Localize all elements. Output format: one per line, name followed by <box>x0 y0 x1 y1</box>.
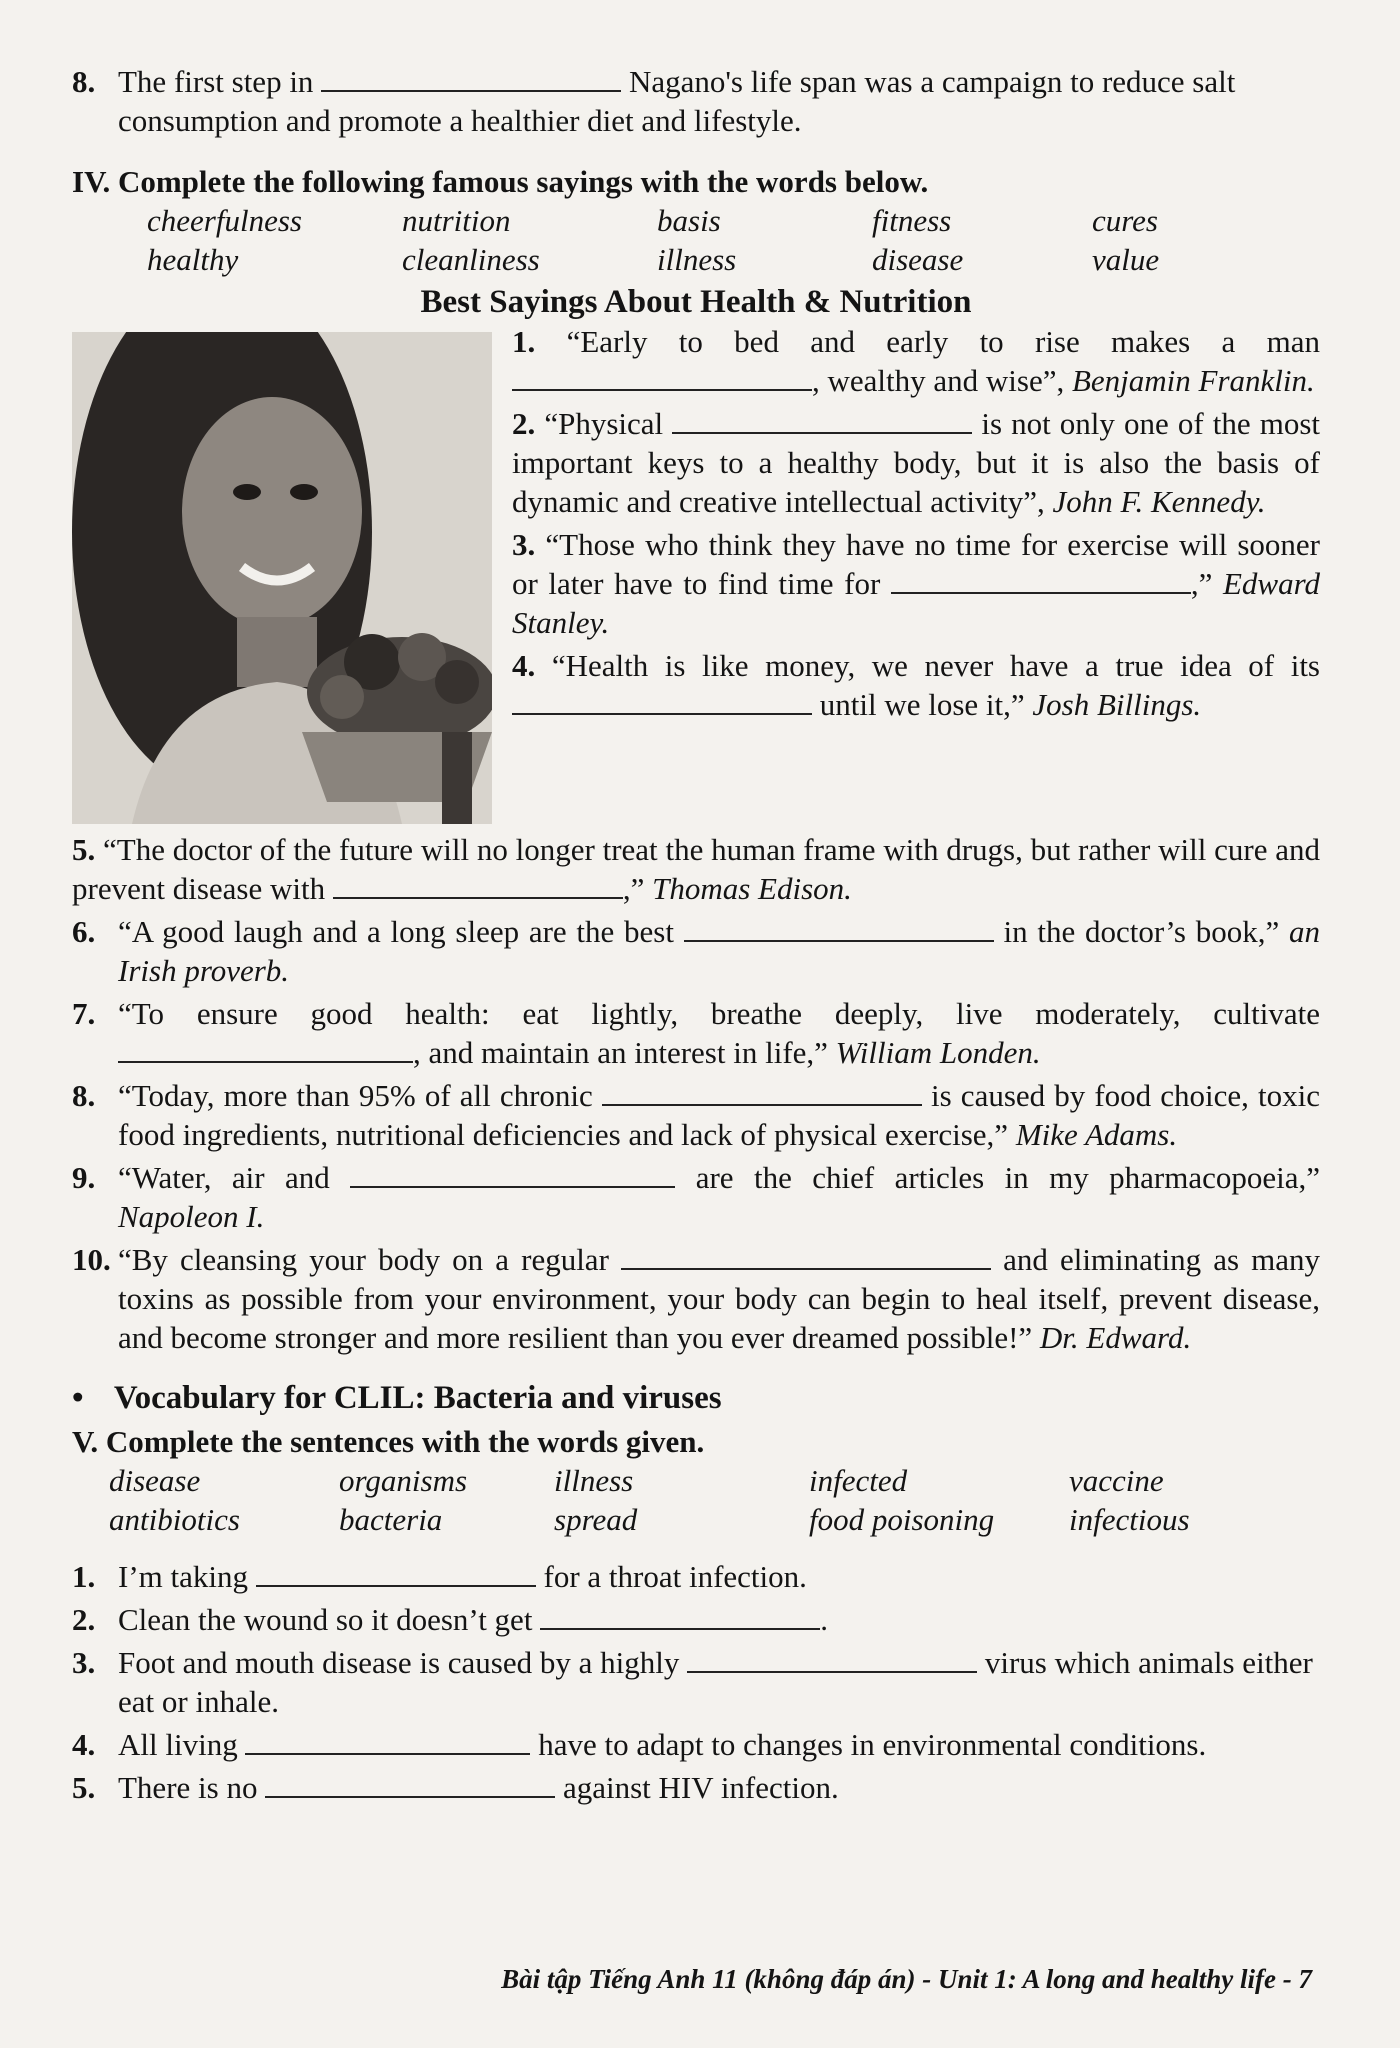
quote-item: 6. “A good laugh and a long sleep are the best in the doctor’s book,” an Irish proverb. <box>72 914 1321 988</box>
photo-illustration-icon <box>72 332 492 824</box>
word-bank-item: spread <box>554 1502 638 1537</box>
exercise-item: 5. There is no against HIV infection. <box>72 1770 839 1805</box>
answer-blank[interactable] <box>891 564 1191 594</box>
exercise-item: 3. Foot and mouth disease is caused by a highly virus which animals either eat or inhale. <box>72 1645 1313 1719</box>
quote-item: 8. “Today, more than 95% of all chronic is caused by food choice, toxic food ingredients, nutritional deficiencies and lack of physical exercise,” Mike Adams. <box>72 1078 1321 1152</box>
question-number: 8. <box>72 64 96 99</box>
word-bank-item: food poisoning <box>809 1502 995 1537</box>
woman-with-fruit-photo <box>72 332 492 824</box>
answer-blank[interactable] <box>118 1033 413 1063</box>
answer-blank[interactable] <box>333 869 623 899</box>
section-v-title: V. Complete the sentences with the words given. <box>72 1424 705 1459</box>
word-bank-item: cheerfulness <box>147 203 302 238</box>
word-bank-item: organisms <box>339 1463 468 1498</box>
answer-blank[interactable] <box>540 1600 820 1630</box>
page-footer: Bài tập Tiếng Anh 11 (không đáp án) - Unit 1: A long and healthy life - 7 <box>501 1964 1312 1994</box>
quote-item: 7. “To ensure good health: eat lightly, breathe deeply, live moderately, cultivate , and maintain an interest in life,” William Londen. <box>72 996 1320 1070</box>
quote-item: 4. “Health is like money, we never have a true idea of its until we lose it,” Josh Billings. <box>512 648 1320 722</box>
answer-blank[interactable] <box>512 685 812 715</box>
answer-blank[interactable] <box>621 1240 991 1270</box>
quote-item: 1. “Early to bed and early to rise makes a man , wealthy and wise”, Benjamin Franklin. <box>512 324 1320 398</box>
word-bank-item: disease <box>109 1463 201 1498</box>
answer-blank[interactable] <box>512 361 812 391</box>
word-bank-item: infected <box>809 1463 908 1498</box>
quote-item: 2. “Physical is not only one of the most important keys to a healthy body, but it is also the basis of dynamic and creative intellectual activity”, John F. Kennedy. <box>512 406 1321 519</box>
answer-blank[interactable] <box>687 1643 977 1673</box>
exercise-item: 1. I’m taking for a throat infection. <box>72 1559 807 1594</box>
exercise-item: 2. Clean the wound so it doesn’t get . <box>72 1602 828 1637</box>
section-iv-title: IV. Complete the following famous sayings with the words below. <box>72 164 929 199</box>
prev-question-8 <box>72 62 1320 140</box>
word-bank-item: vaccine <box>1069 1463 1164 1498</box>
answer-blank[interactable] <box>265 1768 555 1798</box>
word-bank-item: cures <box>1092 203 1158 238</box>
question-text: The first step in Nagano's life span was a campaign to reduce salt consumption and promote a healthier diet and lifestyle. <box>118 64 1236 138</box>
word-bank-item: illness <box>554 1463 634 1498</box>
quote-item: 9. “Water, air and are the chief articles in my pharmacopoeia,” Napoleon I. <box>72 1160 1320 1234</box>
answer-blank[interactable] <box>602 1076 922 1106</box>
exercise-item: 4. All living have to adapt to changes in environmental conditions. <box>72 1727 1207 1762</box>
answer-blank[interactable] <box>321 62 621 92</box>
quote-item: 3. “Those who think they have no time for exercise will sooner or later have to find time for ,” Edward Stanley. <box>512 527 1321 640</box>
sayings-subtitle: Best Sayings About Health & Nutrition <box>420 284 972 320</box>
quotes-block <box>72 322 1320 1357</box>
word-bank-item: cleanliness <box>402 242 540 277</box>
word-bank-item: illness <box>657 242 737 277</box>
word-bank-item: basis <box>657 203 721 238</box>
word-bank-item: disease <box>872 242 964 277</box>
quote-item: 5. “The doctor of the future will no longer treat the human frame with drugs, but rather will cure and prevent disease with ,” Thomas Edison. <box>72 832 1321 906</box>
word-bank-item: antibiotics <box>109 1502 240 1537</box>
word-bank-item: bacteria <box>339 1502 443 1537</box>
answer-blank[interactable] <box>672 404 972 434</box>
word-bank-v <box>109 1461 1320 1539</box>
word-bank-iv <box>147 201 1320 279</box>
word-bank-item: infectious <box>1069 1502 1190 1537</box>
word-bank-item: healthy <box>147 242 239 277</box>
word-bank-item: value <box>1092 242 1160 277</box>
answer-blank[interactable] <box>350 1158 675 1188</box>
word-bank-item: fitness <box>872 203 952 238</box>
section-v-items <box>72 1557 1320 1807</box>
clil-heading: • Vocabulary for CLIL: Bacteria and viruses <box>72 1380 722 1416</box>
answer-blank[interactable] <box>256 1557 536 1587</box>
answer-blank[interactable] <box>684 912 994 942</box>
answer-blank[interactable] <box>245 1725 530 1755</box>
word-bank-item: nutrition <box>402 203 511 238</box>
quote-item: 10. “By cleansing your body on a regular and eliminating as many toxins as possible from your environment, your body can begin to heal itself, prevent disease, and become stronger and more resilient than you ever dreamed possible!” Dr. Edward. <box>72 1242 1321 1355</box>
